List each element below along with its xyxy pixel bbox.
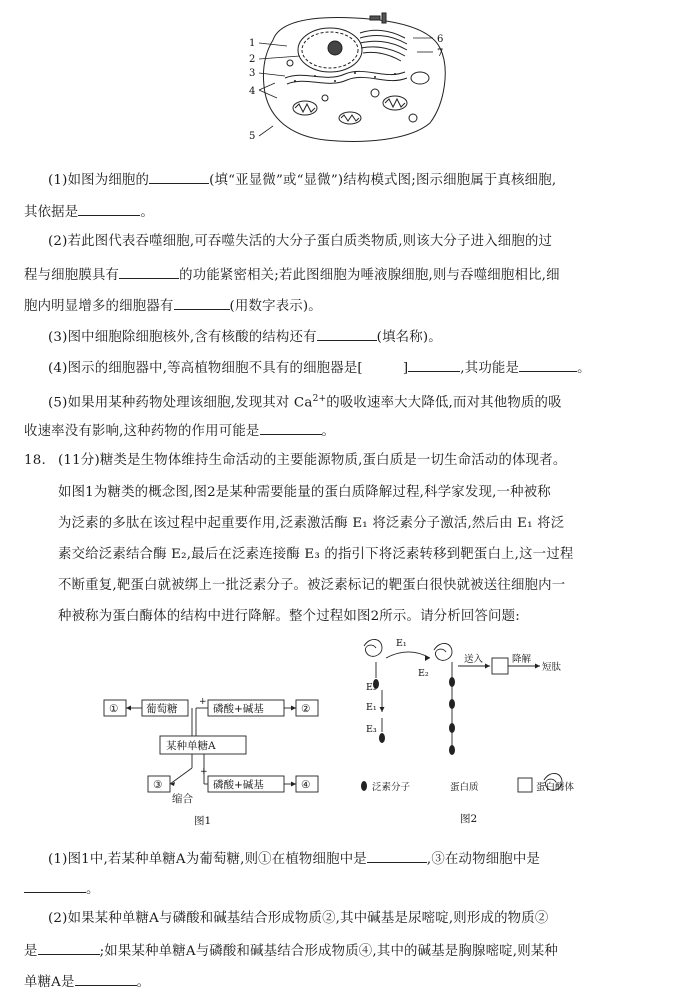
cell-structure-figure <box>245 8 465 148</box>
fig1-node-1: ① <box>109 703 119 715</box>
q18-line: 为泛素的多肽在该过程中起重要作用,泛素激活酶 E₁ 将泛素分子激活,然后由 E₁ 将泛 <box>58 516 565 531</box>
answer-blank[interactable] <box>149 171 209 184</box>
cell-label-4: 4 <box>249 86 256 97</box>
cell-label-2: 2 <box>249 54 256 65</box>
q18-sub-line-5: 单糖A是 。 <box>24 975 151 990</box>
answer-blank[interactable] <box>174 297 230 310</box>
q17-line-9: 收速率没有影响,这种药物的作用可能是 。 <box>24 424 336 439</box>
fig2-e2-label: E₂ <box>418 668 429 679</box>
fig1-monosaccharide-a: 某种单糖A <box>166 740 216 752</box>
fig2-e1b-label: E₁ <box>366 702 377 713</box>
answer-blank[interactable] <box>317 328 377 341</box>
fig2-legend-protein: 蛋白质 <box>450 782 479 793</box>
cell-label-7: 7 <box>437 48 444 59</box>
fig2-legend-proteasome: 蛋白酶体 <box>536 782 575 793</box>
q17-line-7: (4)图示的细胞器中,等高植物细胞不具有的细胞器是[ ] ,其功能是 。 <box>48 361 591 376</box>
answer-blank[interactable] <box>78 203 140 216</box>
q17-line-3: (2)若此图代表吞噬细胞,可吞噬失活的大分子蛋白质类物质,则该大分子进入细胞的过 <box>48 234 553 249</box>
q18-line: 如图1为糖类的概念图,图2是某种需要能量的蛋白质降解过程,科学家发现,一种被称 <box>58 485 551 500</box>
figure-1-concept-map <box>100 690 330 830</box>
fig2-send-label: 送入 <box>464 654 484 665</box>
cell-label-6: 6 <box>437 34 444 45</box>
fig2-peptide-label: 短肽 <box>542 662 562 673</box>
q18-sub-line-4: 是 ;如果某种单糖A与磷酸和碱基结合形成物质④,其中的碱基是胸腺嘧啶,则某种 <box>24 944 558 959</box>
fig1-node-3: ③ <box>153 779 163 791</box>
figure-1-caption: 图1 <box>194 815 212 827</box>
answer-blank[interactable] <box>408 359 460 372</box>
figure-2-ubiquitin-pathway <box>352 632 652 832</box>
fig2-degrade-label: 降解 <box>512 654 532 665</box>
cell-label-3: 3 <box>249 68 256 79</box>
q18-line: 素交给泛素结合酶 E₂,最后在泛素连接酶 E₃ 的指引下将泛素转移到靶蛋白上,这一过程 <box>58 547 574 562</box>
cell-label-1: 1 <box>249 38 256 49</box>
answer-blank[interactable] <box>260 422 322 435</box>
q17-line-5: 胞内明显增多的细胞器有 (用数字表示)。 <box>24 299 322 314</box>
fig1-node-2: ② <box>301 703 311 715</box>
answer-blank[interactable] <box>24 880 86 893</box>
figure-2-caption: 图2 <box>460 813 478 825</box>
answer-blank[interactable] <box>519 359 577 372</box>
fig1-phosphate-base-top: 磷酸+碱基 <box>213 703 264 715</box>
q18-line: 不断重复,靶蛋白就被绑上一批泛素分子。被泛素标记的靶蛋白很快就被送往细胞内一 <box>58 578 566 593</box>
q17-line-8: (5)如果用某种药物处理该细胞,发现其对 $Ca^{2+}$的吸收速率大大降低,而对其他物质的吸 <box>48 394 562 411</box>
q18-line: 种被称为蛋白酶体的结构中进行降解。整个过程如图2所示。请分析回答问题: <box>58 609 520 624</box>
fig2-e1-label: E₁ <box>396 638 407 649</box>
q17-line-6: (3)图中细胞除细胞核外,含有核酸的结构还有 (填名称)。 <box>48 330 442 345</box>
fig1-glucose: 葡萄糖 <box>146 703 178 715</box>
answer-blank[interactable] <box>75 973 137 986</box>
fig2-legend-ubiquitin: 泛素分子 <box>372 782 411 793</box>
fig1-plus: + <box>200 767 208 777</box>
fig1-condense: 缩合 <box>172 793 193 805</box>
q18-sub-line-3: (2)如果某种单糖A与磷酸和碱基结合形成物质②,其中碱基是尿嘧啶,则形成的物质② <box>48 911 549 926</box>
q17-line-4: 程与细胞膜具有 的功能紧密相关;若此图细胞为唾液腺细胞,则与吞噬细胞相比,细 <box>24 268 560 283</box>
cell-label-5: 5 <box>249 131 256 142</box>
answer-blank[interactable] <box>38 942 100 955</box>
answer-blank[interactable] <box>119 266 179 279</box>
fig1-node-4: ④ <box>301 779 311 791</box>
fig1-phosphate-base-bottom: 磷酸+碱基 <box>213 779 264 791</box>
q17-line-2: 其依据是 。 <box>24 205 154 220</box>
fig2-e3-label: E₃ <box>366 724 377 735</box>
q18-line: (11分)糖类是生物体维持生命活动的主要能源物质,蛋白质是一切生命活动的体现者。 <box>58 453 567 468</box>
fig2-e2b-label: E₂ <box>366 682 377 693</box>
q18-sub-line-2: 。 <box>24 880 100 898</box>
q18-sub-line-1: (1)图1中,若某种单糖A为葡萄糖,则①在植物细胞中是 ,③在动物细胞中是 <box>48 852 541 867</box>
answer-blank[interactable] <box>367 850 427 863</box>
q18-number: 18. <box>24 453 46 468</box>
q17-line-1: (1)如图为细胞的 (填“亚显微”或“显微”)结构模式图;图示细胞属于真核细胞, <box>48 173 557 188</box>
fig1-plus: + <box>199 697 207 707</box>
